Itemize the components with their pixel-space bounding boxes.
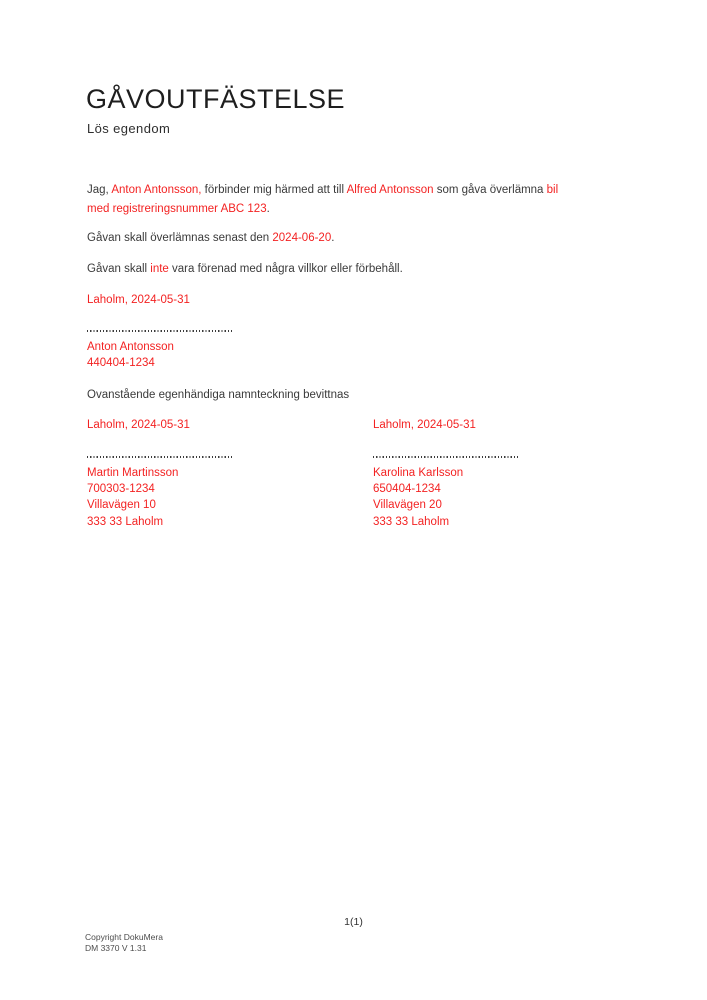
paragraph-deadline (87, 229, 635, 248)
page-number: 1(1) (344, 916, 363, 928)
p1-gift-object: bil (546, 184, 559, 196)
witness1-city: 333 33 Laholm (87, 516, 164, 528)
p1-gift-object-cont: med registreringsnummer ABC 123 (87, 203, 267, 215)
giver-dateline: Laholm, 2024-05-31 (87, 294, 190, 306)
p2-text: Gåvan skall överlämnas senast den (87, 232, 273, 244)
witness2-name: Karolina Karlsson (373, 467, 464, 479)
p1-giver-name: Anton Antonsson, (111, 184, 202, 196)
p3-negation: inte (150, 263, 169, 275)
witness2-street: Villavägen 20 (373, 499, 442, 511)
page-subtitle: Lös egendom (87, 121, 171, 136)
witness-heading: Ovanstående egenhändiga namnteckning bevittnas (87, 389, 350, 401)
p3-text: vara förenad med några villkor eller förbehåll. (168, 263, 403, 275)
witness2-personal-number: 650404-1234 (373, 483, 441, 495)
witness1-dateline: Laholm, 2024-05-31 (87, 419, 190, 431)
witness2-signature-line (373, 456, 519, 458)
p2-deadline-date: 2024-06-20 (272, 232, 332, 244)
witness1-name: Martin Martinsson (87, 467, 179, 479)
p2-period: . (331, 232, 335, 244)
footer-copyright: Copyright DokuMera (85, 932, 163, 942)
giver-signature-line (87, 330, 233, 332)
footer-doc-id: DM 3370 V 1.31 (85, 943, 147, 953)
p1-text: som gåva överlämna (433, 184, 547, 196)
witness1-personal-number: 700303-1234 (87, 483, 155, 495)
page-title: GÅVOUTFÄSTELSE (86, 84, 346, 114)
p3-text: Gåvan skall (87, 263, 151, 275)
witness1-signature-line (87, 456, 233, 458)
p1-text: Jag, (87, 184, 112, 196)
witness1-street: Villavägen 10 (87, 499, 156, 511)
p1-text: förbinder mig härmed att till (201, 184, 347, 196)
paragraph-conditions (87, 260, 635, 279)
giver-personal-number: 440404-1234 (87, 357, 155, 369)
p1-period: . (266, 203, 270, 215)
witness2-dateline: Laholm, 2024-05-31 (373, 419, 476, 431)
footer-meta (85, 932, 163, 954)
p1-recipient-name: Alfred Antonsson (346, 184, 434, 196)
giver-name: Anton Antonsson (87, 341, 174, 353)
paragraph-gift-promise (87, 181, 635, 219)
witness2-city: 333 33 Laholm (373, 516, 450, 528)
